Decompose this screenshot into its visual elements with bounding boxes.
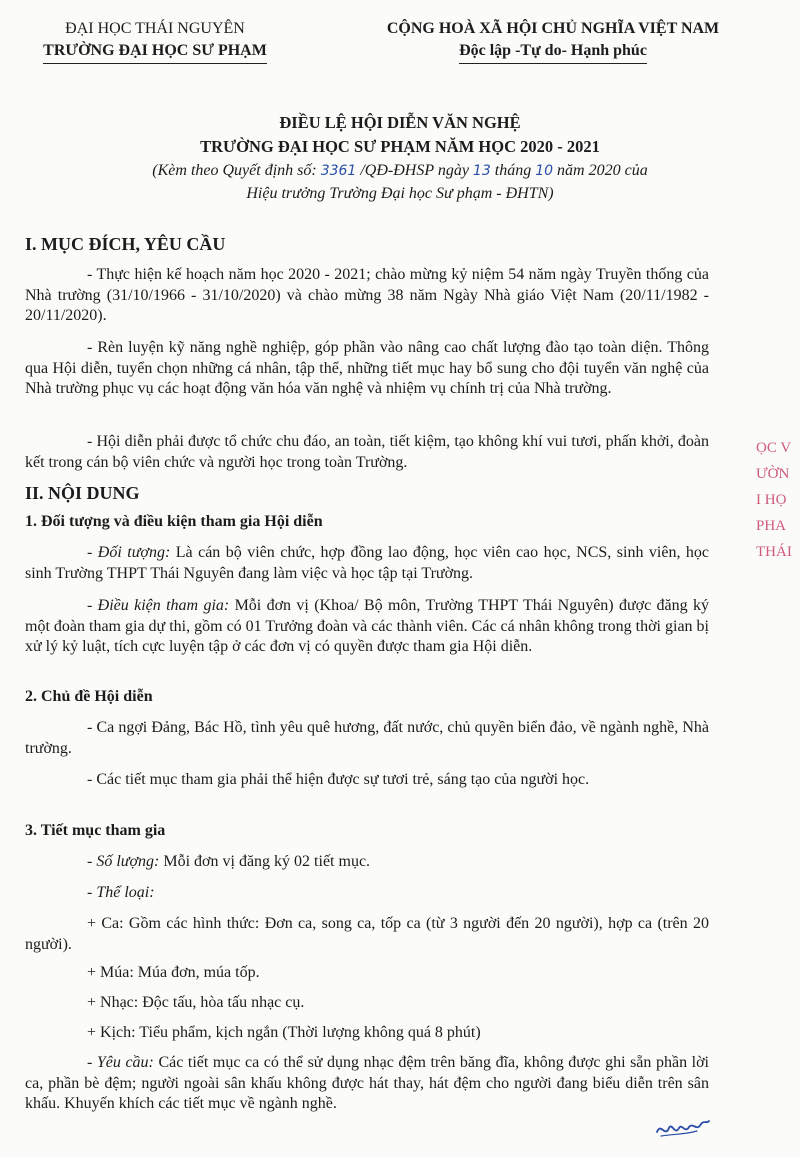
decision-number-handwritten: 3361 — [320, 163, 357, 179]
yeu-cau-paragraph: - Yêu cầu: Các tiết mục ca có thể sử dụng nhạc đệm trên băng đĩa, không được ghi sẵn phần lời ca, phần bè đệm; người ngoài sân khấu không được hát thay, hát đệm cho người đang biểu diễn trên sân khấu. Khuyến khích các tiết mục về ngành nghề. — [25, 1054, 709, 1112]
header-left — [20, 18, 290, 64]
so-luong-paragraph: - Số lượng: Mỗi đơn vị đăng ký 02 tiết mục. — [87, 853, 371, 870]
the-loai-paragraph: - Thể loại: — [87, 884, 155, 901]
chu-de-paragraph-2: - Các tiết mục tham gia phải thể hiện được sự tươi trẻ, sáng tạo của người học. — [87, 771, 590, 788]
s1-paragraph-3: - Hội diễn phải được tổ chức chu đáo, an toàn, tiết kiệm, tạo không khí vui tươi, phấn khởi, đoàn kết trong cán bộ viên chức và người học trong toàn Trường. — [25, 433, 709, 471]
subsection-2-heading: 2. Chủ đề Hội diễn — [25, 688, 153, 705]
doc-subtitle-line1: (Kèm theo Quyết định số: 3361 /QĐ-ĐHSP ngày 13 tháng 10 năm 2020 của — [152, 162, 648, 179]
s1-paragraph-1: - Thực hiện kế hoạch năm học 2020 - 2021; chào mừng kỷ niệm 54 năm ngày Truyền thống của Nhà trường (31/10/1966 - 31/10/2020) và chào mừng 38 năm Ngày Nhà giáo Việt Nam (20/11/1982 - 20/11/2020). — [25, 266, 709, 324]
doi-tuong-paragraph: - Đối tượng: Là cán bộ viên chức, hợp đồng lao động, học viên cao học, NCS, sinh viên, học sinh Trường THPT Thái Nguyên đang làm việc và học tập tại Trường. — [25, 544, 710, 582]
doc-title-line2: TRƯỜNG ĐẠI HỌC SƯ PHẠM NĂM HỌC 2020 - 2021 — [200, 137, 600, 156]
doc-title-line1: ĐIỀU LỆ HỘI DIỄN VĂN NGHỆ — [279, 113, 521, 132]
section-2-heading: II. NỘI DUNG — [25, 483, 140, 503]
s1-paragraph-2: - Rèn luyện kỹ năng nghề nghiệp, góp phần vào nâng cao chất lượng đào tạo toàn diện. Thông qua Hội diễn, tuyển chọn những cá nhân, tập thể, những tiết mục hay bổ sung cho đội tuyển văn nghệ của Nhà trường phục vụ các hoạt động văn hóa văn nghệ và nhiệm vụ chính trị của Nhà trường. — [25, 339, 709, 397]
the-loai-kich: + Kịch: Tiểu phẩm, kịch ngắn (Thời lượng không quá 8 phút) — [87, 1024, 481, 1041]
doc-subtitle-line2: Hiệu trưởng Trường Đại học Sư phạm - ĐHTN) — [246, 185, 554, 202]
national-title: CỘNG HOÀ XÃ HỘI CHỦ NGHĨA VIỆT NAM — [386, 20, 720, 37]
subsection-1-heading: 1. Đối tượng và điều kiện tham gia Hội diễn — [25, 513, 323, 530]
signature-initials-icon — [653, 1112, 713, 1142]
national-motto: Độc lập -Tự do- Hạnh phúc — [459, 40, 647, 64]
the-loai-nhac: + Nhạc: Độc tấu, hòa tấu nhạc cụ. — [87, 994, 305, 1011]
header-right — [318, 18, 788, 64]
section-1-heading: I. MỤC ĐÍCH, YÊU CẦU — [25, 234, 226, 254]
the-loai-mua: + Múa: Múa đơn, múa tốp. — [87, 964, 260, 981]
chu-de-paragraph-1: - Ca ngợi Đảng, Bác Hồ, tình yêu quê hương, đất nước, chủ quyền biển đảo, về ngành nghề, Nhà trường. — [25, 719, 709, 757]
decision-day-handwritten: 13 — [472, 163, 491, 179]
the-loai-ca: + Ca: Gồm các hình thức: Đơn ca, song ca, tốp ca (từ 3 người đến 20 người), hợp ca (trên 20 người). — [25, 915, 709, 953]
subsection-3-heading: 3. Tiết mục tham gia — [25, 822, 166, 839]
decision-month-handwritten: 10 — [535, 163, 554, 179]
dieu-kien-paragraph: - Điều kiện tham gia: Mỗi đơn vị (Khoa/ Bộ môn, Trường THPT Thái Nguyên) được đăng ký một đoàn tham gia dự thi, gồm có 01 Trưởng đoàn và các thành viên. Các cá nhân không trong thời gian bị xử lý kỷ luật, tích cực luyện tập ở các đơn vị có quyền được tham gia Hội diễn. — [25, 597, 709, 655]
university-name: ĐẠI HỌC THÁI NGUYÊN — [65, 20, 245, 37]
school-name: TRƯỜNG ĐẠI HỌC SƯ PHẠM — [43, 40, 267, 64]
partial-red-stamp: ỌC V ƯỜN I HỌ PHA THÁI — [756, 440, 792, 560]
